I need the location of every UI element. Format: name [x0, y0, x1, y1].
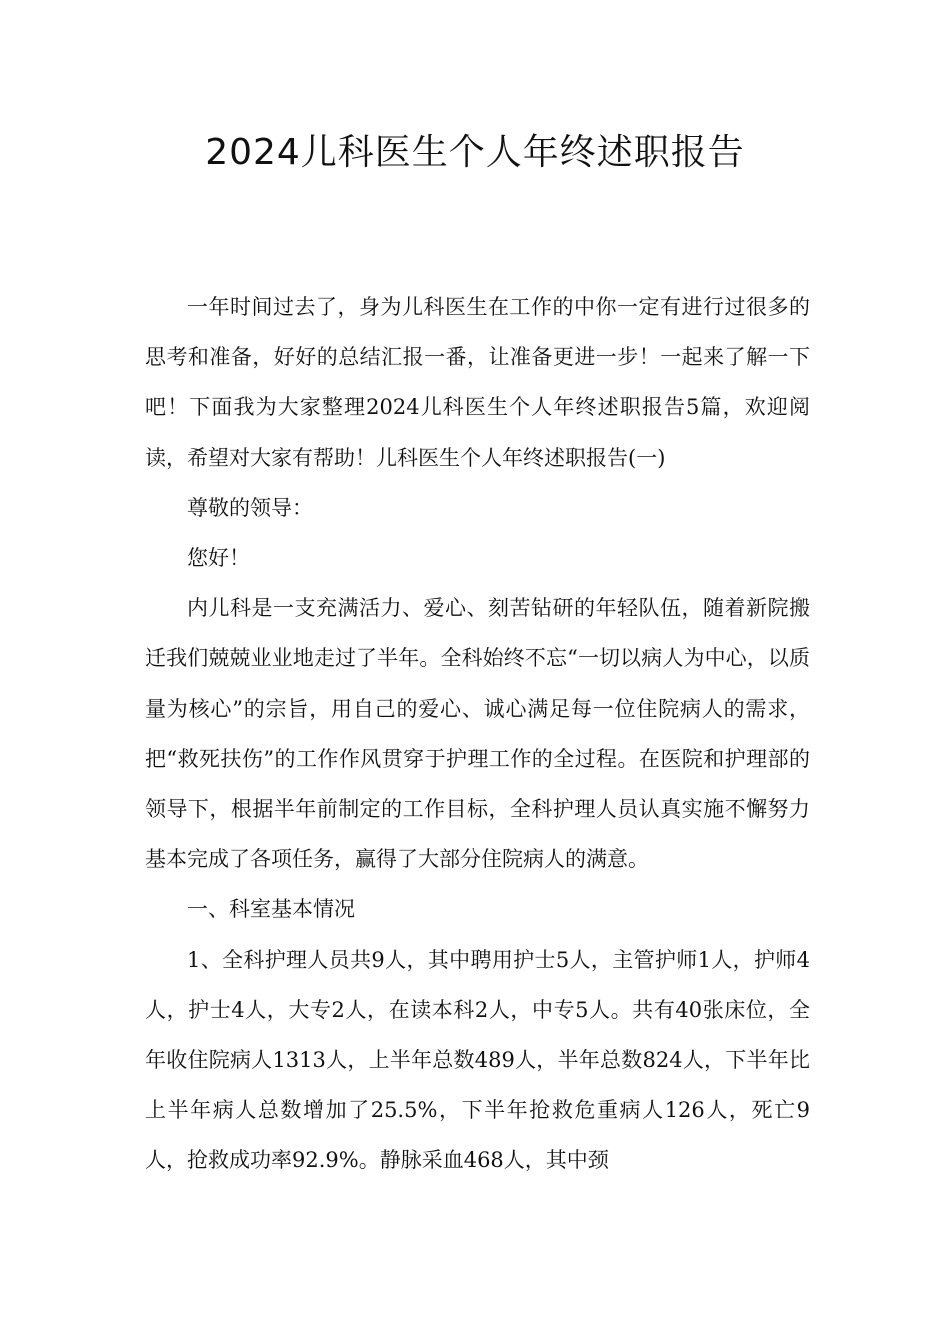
document-body	[145, 282, 810, 1186]
section-heading: 一、科室基本情况	[187, 897, 355, 922]
greeting: 您好！	[187, 546, 250, 571]
intro-paragraph: 一年时间过去了，身为儿科医生在工作的中你一定有进行过很多的思考和准备，好好的总结汇报一番，让准备更进一步！一起来了解一下吧！下面我为大家整理2024儿科医生个人年终述职报告5篇，欢迎阅读，希望对大家有帮助！儿科医生个人年终述职报告(一)	[145, 295, 810, 470]
document-title: 2024儿科医生个人年终述职报告	[205, 132, 745, 173]
overview-paragraph: 内儿科是一支充满活力、爱心、刻苦钻研的年轻队伍，随着新院搬迁我们兢兢业业地走过了半年。全科始终不忘“一切以病人为中心，以质量为核心”的宗旨，用自己的爱心、诚心满足每一位住院病人的需求，把“救死扶伤”的工作作风贯穿于护理工作的全过程。在医院和护理部的领导下，根据半年前制定的工作目标，全科护理人员认真实施不懈努力基本完成了各项任务，赢得了大部分住院病人的满意。	[145, 596, 810, 872]
salutation: 尊敬的领导：	[187, 495, 313, 520]
staff-statistics-paragraph: 1、全科护理人员共9人，其中聘用护士5人，主管护师1人，护师4人，护士4人，大专2人，在读本科2人，中专5人。共有40张床位，全年收住院病人1313人，上半年总数489人，半年总数824人，下半年比上半年病人总数增加了25.5%，下半年抢救危重病人126人，死亡9人，抢救成功率92.9%。静脉采血468人，其中颈	[145, 947, 810, 1173]
